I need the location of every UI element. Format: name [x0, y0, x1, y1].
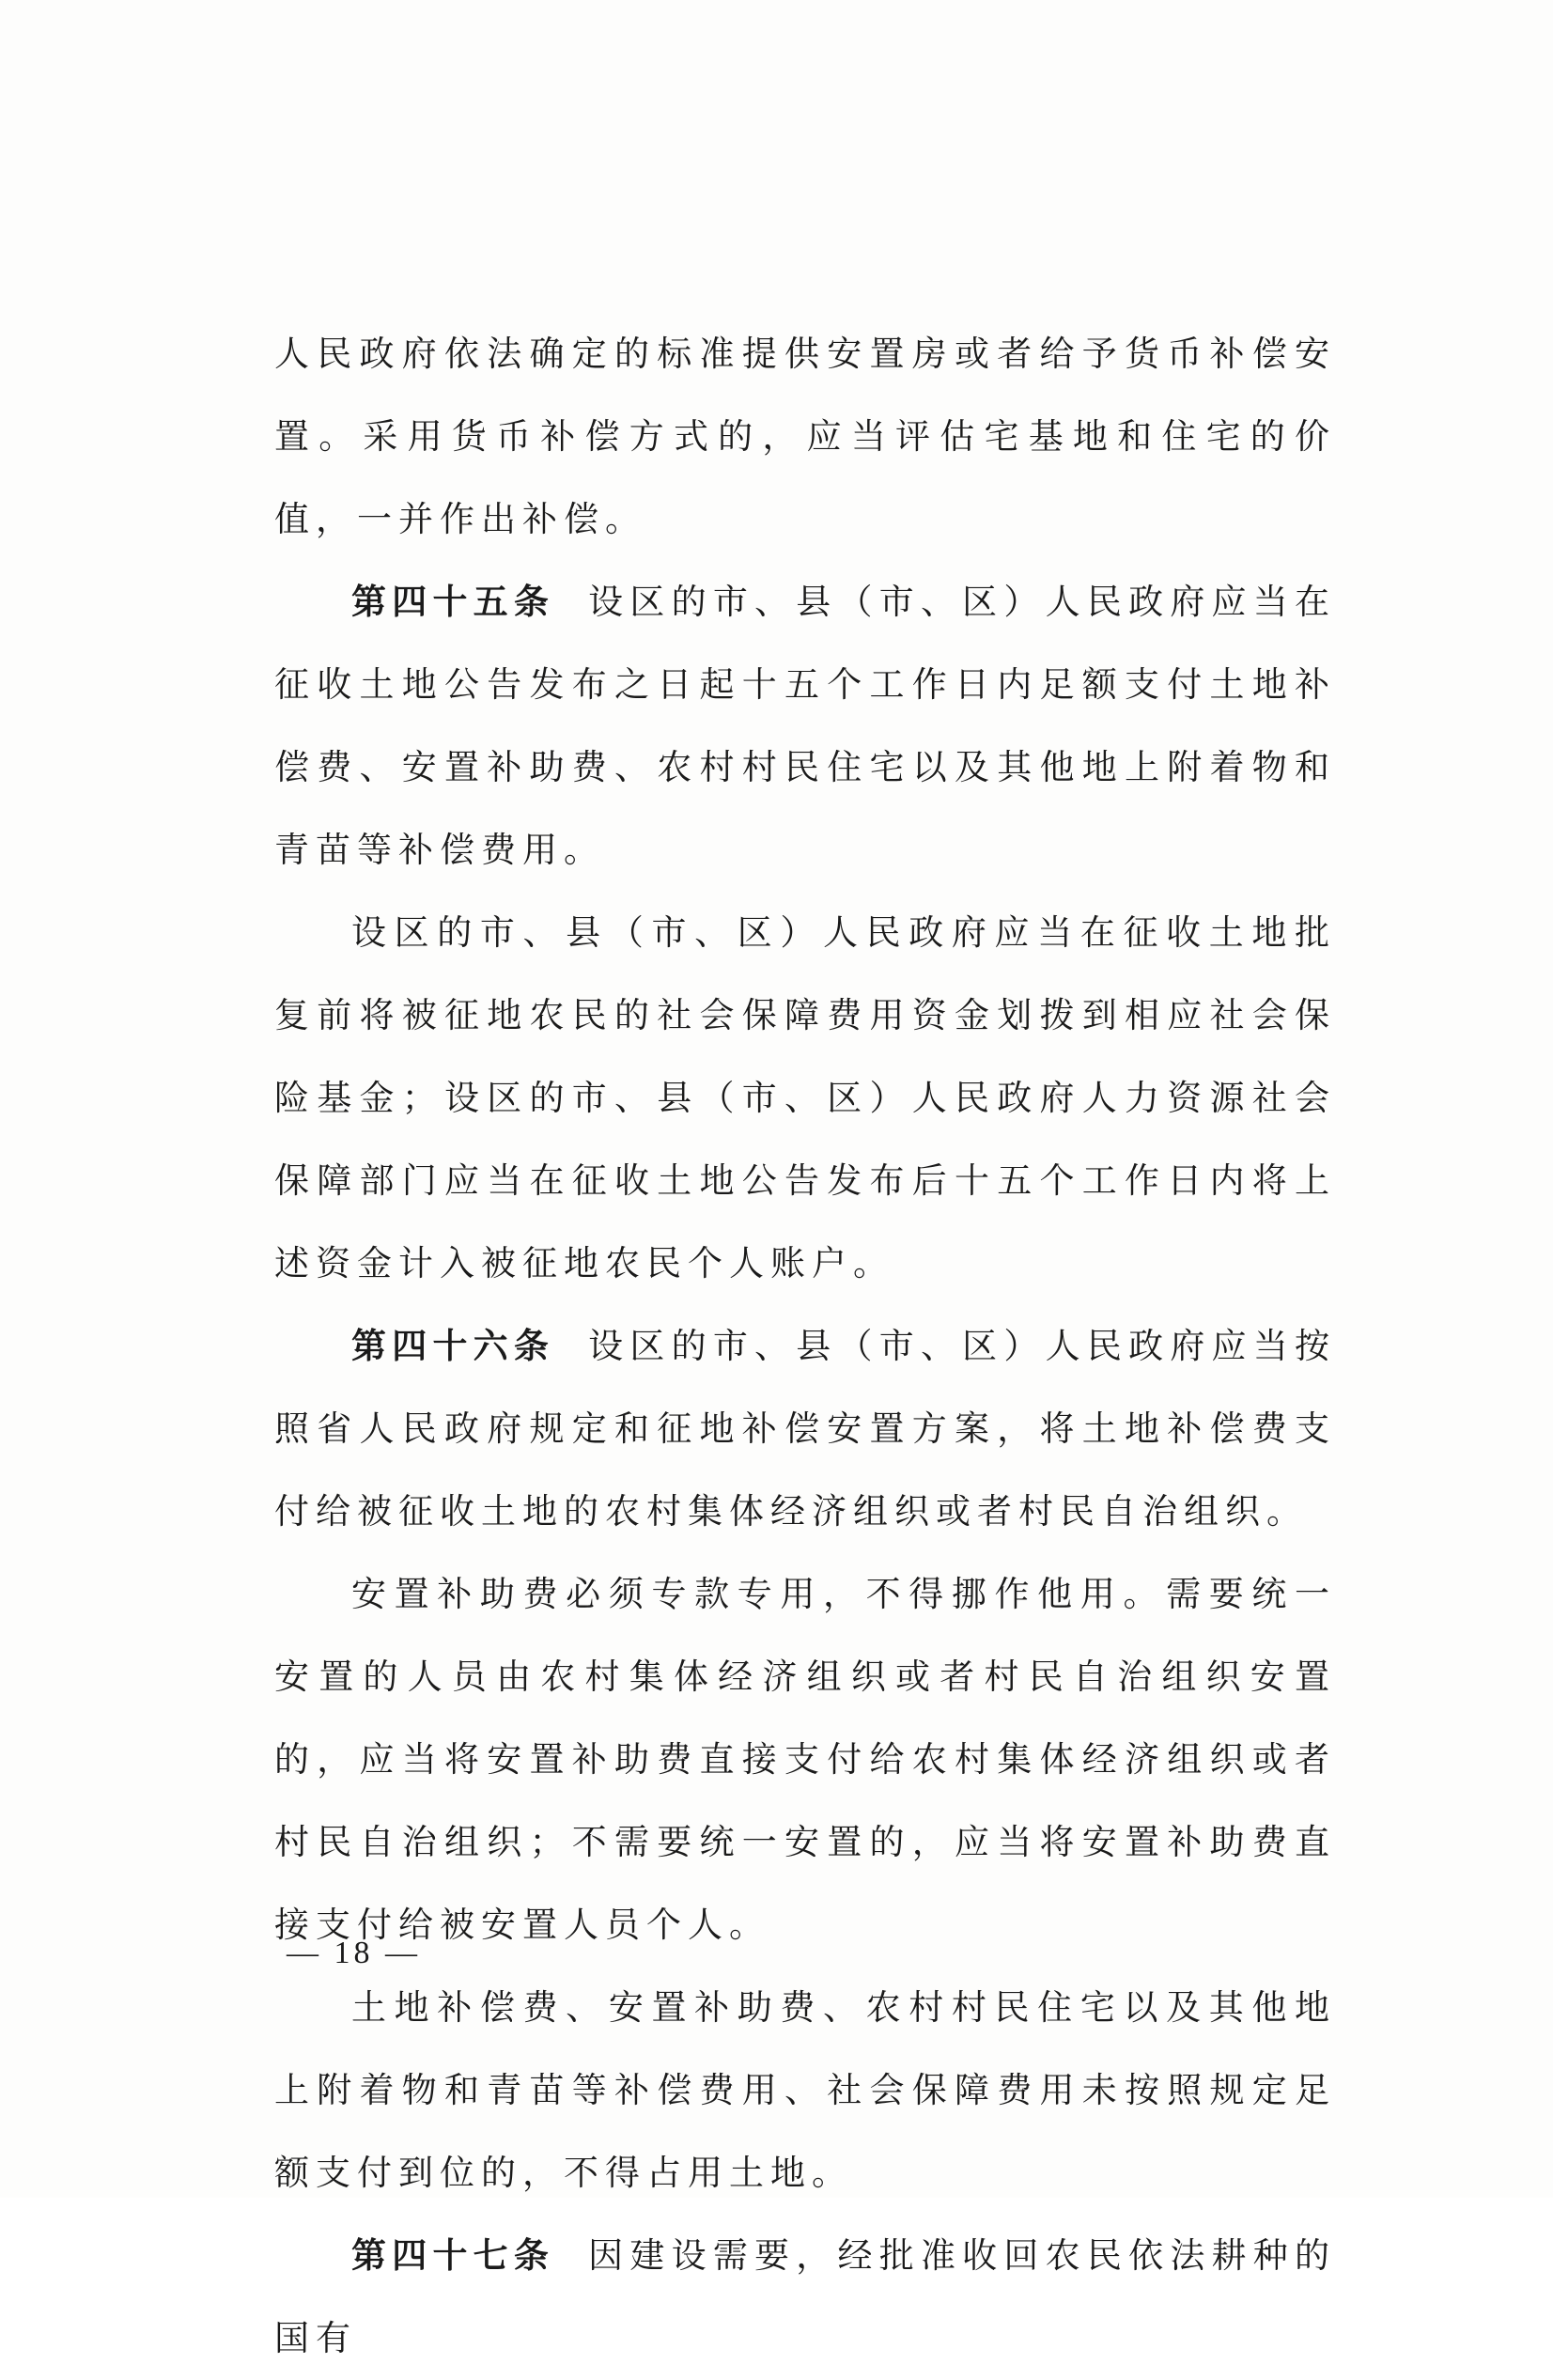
paragraph-6	[274, 1967, 1336, 2215]
paragraph-text: 人民政府依法确定的标准提供安置房或者给予货币补偿安置。采用货币补偿方式的，应当评估宅基地和住宅的价值，一并作出补偿。	[274, 334, 1336, 539]
paragraph-article-45	[274, 561, 1336, 892]
paragraph-5	[274, 1553, 1336, 1967]
article-heading: 第四十六条	[351, 1326, 555, 1366]
document-body	[274, 313, 1336, 2380]
paragraph-text: 安置补助费必须专款专用，不得挪作他用。需要统一安置的人员由农村集体经济组织或者村民自治组织安置的，应当将安置补助费直接支付给农村集体经济组织或者村民自治组织；不需要统一安置的，应当将安置补助费直接支付给被安置人员个人。	[274, 1574, 1336, 1945]
paragraph-text: 因建设需要，经批准收回农民依法耕种的国有	[274, 2235, 1337, 2358]
paragraph-text: 设区的市、县（市、区）人民政府应当在征收土地公告发布之日起十五个工作日内足额支付土地补偿费、安置补助费、农村村民住宅以及其他地上附着物和青苗等补偿费用。	[274, 582, 1337, 870]
article-heading: 第四十五条	[351, 582, 555, 622]
page-number: — 18 —	[287, 1936, 421, 1970]
paragraph-text: 设区的市、县（市、区）人民政府应当在征收土地批复前将被征地农民的社会保障费用资金划拨到相应社会保险基金；设区的市、县（市、区）人民政府人力资源社会保障部门应当在征收土地公告发布后十五个工作日内将上述资金计入被征地农民个人账户。	[274, 912, 1336, 1283]
paragraph-article-46	[274, 1305, 1336, 1553]
article-heading: 第四十七条	[351, 2235, 555, 2276]
paragraph-1	[274, 313, 1336, 561]
paragraph-article-47	[274, 2215, 1336, 2380]
paragraph-text: 设区的市、县（市、区）人民政府应当按照省人民政府规定和征地补偿安置方案，将土地补偿费支付给被征收土地的农村集体经济组织或者村民自治组织。	[274, 1326, 1337, 1532]
paragraph-3	[274, 892, 1336, 1305]
paragraph-text: 土地补偿费、安置补助费、农村村民住宅以及其他地上附着物和青苗等补偿费用、社会保障费用未按照规定足额支付到位的，不得占用土地。	[274, 1987, 1336, 2193]
